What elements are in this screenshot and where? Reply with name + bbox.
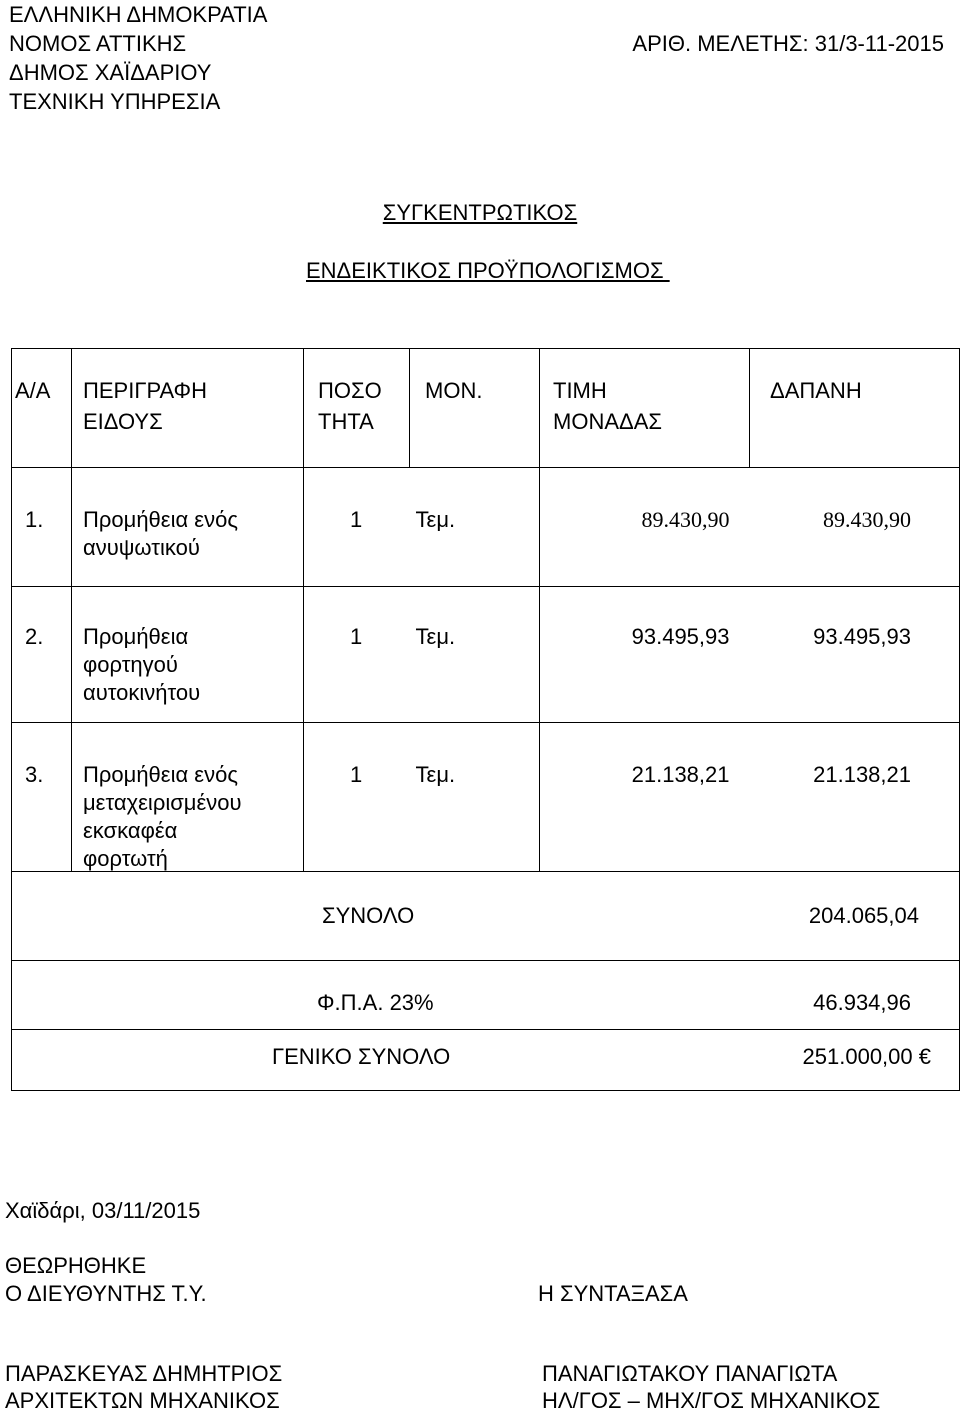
- row-unit: Τεμ.: [415, 762, 456, 787]
- header-line-prefecture: ΝΟΜΟΣ ΑΤΤΙΚΗΣ: [9, 31, 187, 56]
- issuer-header: [9, 0, 267, 116]
- col-cost-header: ΔΑΠΑΝΗ: [770, 378, 862, 403]
- sum-label: ΣΥΝΟΛΟ: [322, 903, 415, 928]
- author-role: ΗΛ/ΓΟΣ – ΜΗΧ/ΓΟΣ ΜΗΧΑΝΙΚΟΣ: [542, 1388, 881, 1413]
- sum-value: 204.065,04: [808, 903, 919, 928]
- col-quantity-header: ΠΟΣΟ ΤΗΤΑ: [318, 378, 382, 434]
- row-aa: 1.: [25, 507, 44, 532]
- table-header-row: [12, 349, 960, 468]
- director-title: Ο ΔΙΕΥΘΥΝΤΗΣ Τ.Υ.: [5, 1281, 207, 1306]
- row-quantity: 1: [350, 762, 363, 787]
- col-unit-header: ΜΟΝ.: [425, 378, 483, 403]
- row-description: Προμήθεια φορτηγού αυτοκινήτου: [83, 624, 201, 705]
- header-line-department: ΤΕΧΝΙΚΗ ΥΠΗΡΕΣΙΑ: [9, 89, 221, 114]
- row-unit-price: 93.495,93: [631, 624, 730, 649]
- director-role: ΑΡΧΙΤΕΚΤΩΝ ΜΗΧΑΝΙΚΟΣ: [5, 1388, 280, 1413]
- author-title: Η ΣΥΝΤΑΞΑΣΑ: [538, 1281, 688, 1306]
- row-quantity: 1: [350, 507, 363, 532]
- grand-total-row: [12, 1030, 960, 1091]
- document-title-line1: ΣΥΓΚΕΝΤΡΩΤΙΚΟΣ: [382, 200, 578, 225]
- row-description: Προμήθεια ενός ανυψωτικού: [83, 507, 238, 560]
- header-line-republic: ΕΛΛΗΝΙΚΗ ΔΗΜΟΚΡΑΤΙΑ: [9, 2, 268, 27]
- col-description-header: ΠΕΡΙΓΡΑΦΗ ΕΙΔΟΥΣ: [83, 378, 207, 434]
- vat-row: [12, 961, 960, 1030]
- row-description: Προμήθεια ενός μεταχειρισμένου εκσκαφέα φορτωτή: [83, 762, 242, 871]
- table-row: [12, 468, 960, 587]
- vat-label: Φ.Π.Α. 23%: [317, 990, 434, 1015]
- study-number: ΑΡΙΘ. ΜΕΛΕΤΗΣ: 31/3-11-2015: [632, 31, 944, 56]
- vat-value: 46.934,96: [813, 990, 911, 1015]
- row-aa: 2.: [25, 624, 44, 649]
- reviewed-label: ΘΕΩΡΗΘΗΚΕ: [5, 1253, 147, 1278]
- row-cost: 89.430,90: [823, 507, 911, 532]
- table-row: [12, 587, 960, 723]
- row-unit-price: 21.138,21: [631, 762, 730, 787]
- row-unit: Τεμ.: [415, 507, 456, 532]
- grand-total-label: ΓΕΝΙΚΟ ΣΥΝΟΛΟ: [272, 1044, 451, 1069]
- header-line-municipality: ΔΗΜΟΣ ΧΑΪΔΑΡΙΟΥ: [9, 60, 212, 85]
- row-cost: 93.495,93: [813, 624, 911, 649]
- author-name: ΠΑΝΑΓΙΩΤΑΚΟΥ ΠΑΝΑΓΙΩΤΑ: [542, 1361, 838, 1386]
- budget-table: [11, 348, 960, 1091]
- director-name: ΠΑΡΑΣΚΕΥΑΣ ΔΗΜΗΤΡΙΟΣ: [5, 1361, 283, 1386]
- row-aa: 3.: [25, 762, 44, 787]
- row-unit-price: 89.430,90: [641, 507, 730, 532]
- document-title-line2: ΕΝΔΕΙΚΤΙΚΟΣ ΠΡΟΫΠΟΛΟΓΙΣΜΟΣ: [306, 258, 670, 283]
- table-row: [12, 723, 960, 872]
- grand-total-value: 251.000,00 €: [802, 1044, 931, 1069]
- row-unit: Τεμ.: [415, 624, 456, 649]
- col-aa-header: Α/Α: [15, 378, 51, 403]
- place-date: Χαϊδάρι, 03/11/2015: [5, 1198, 201, 1223]
- sum-row: [12, 872, 960, 961]
- col-unit-price-header: ΤΙΜΗ ΜΟΝΑΔΑΣ: [553, 378, 662, 434]
- row-quantity: 1: [350, 624, 363, 649]
- row-cost: 21.138,21: [813, 762, 911, 787]
